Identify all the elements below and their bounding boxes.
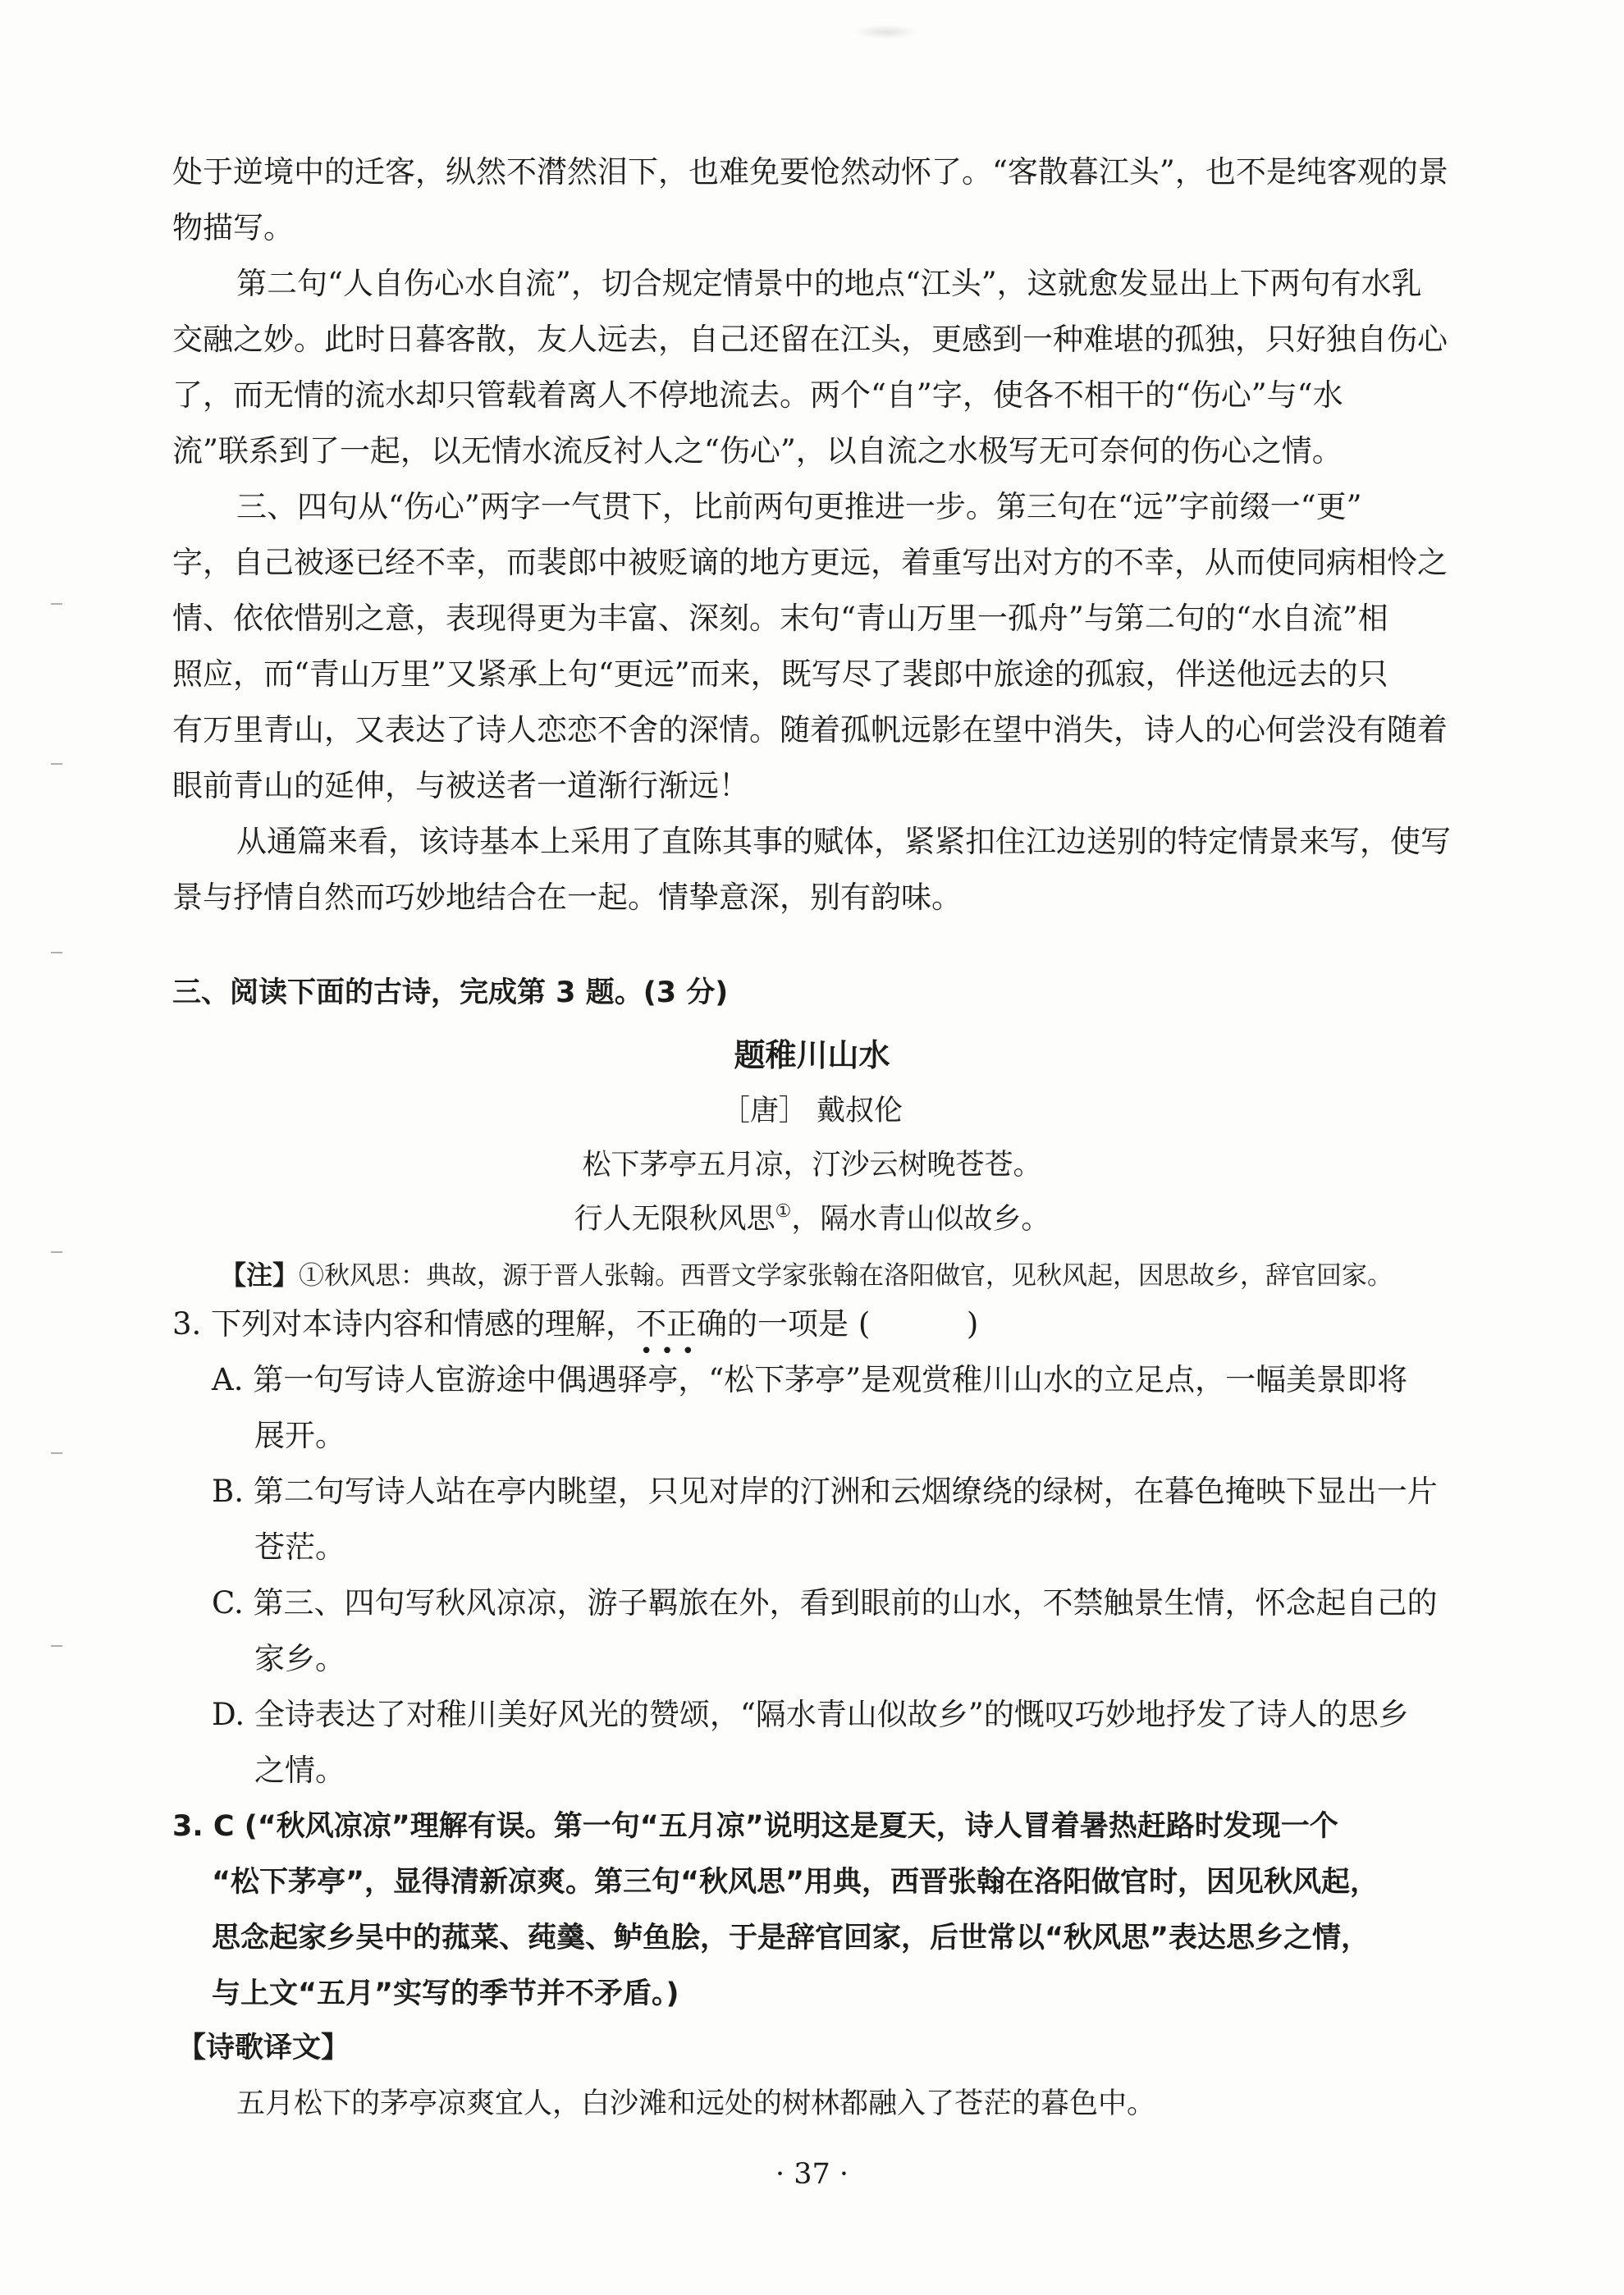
answer-line: 与上文“五月”实写的季节并不矛盾。) bbox=[212, 1977, 679, 2010]
option-d-line2: 之情。 bbox=[254, 1753, 345, 1788]
analysis-line: 眼前青山的延伸，与被送者一道渐行渐远！ bbox=[172, 768, 749, 803]
poem-author: ［唐］ 戴叔伦 bbox=[721, 1095, 903, 1127]
section-heading: 三、阅读下面的古诗，完成第 3 题。(3 分) bbox=[172, 976, 729, 1009]
answer-line: 3. C (“秋风凉凉”理解有误。第一句“五月凉”说明这是夏天，诗人冒着暑热赶路时发现一个 bbox=[172, 1810, 1338, 1843]
margin-tick bbox=[51, 603, 62, 605]
page-number: · 37 · bbox=[775, 2158, 849, 2191]
note-text: ①秋风思：典故，源于晋人张翰。西晋文学家张翰在洛阳做官，见秋风起，因思故乡，辞官回家。 bbox=[299, 1261, 1393, 1291]
note-label: 【注】 bbox=[220, 1260, 300, 1291]
option-c-line1: C. 第三、四句写秋风凉凉，游子羁旅在外，看到眼前的山水，不禁触景生情，怀念起自己的 bbox=[212, 1585, 1438, 1621]
margin-tick bbox=[51, 1251, 62, 1253]
poem-title: 题稚川山水 bbox=[734, 1037, 890, 1073]
analysis-line: 了，而无情的流水却只管载着离人不停地流去。两个“自”字，使各不相干的“伤心”与“水 bbox=[172, 377, 1343, 413]
analysis-line: 物描写。 bbox=[172, 210, 294, 245]
analysis-line: 景与抒情自然而巧妙地结合在一起。情挚意深，别有韵味。 bbox=[172, 880, 962, 915]
answer-line: “松下茅亭”，显得清新凉爽。第三句“秋风思”用典，西晋张翰在洛阳做官时，因见秋风起， bbox=[212, 1866, 1379, 1899]
poem-line-1: 松下茅亭五月凉，汀沙云树晚苍苍。 bbox=[582, 1149, 1042, 1182]
poem-line-2-part-a: 行人无限秋风思 bbox=[574, 1203, 775, 1236]
answer-line: 思念起家乡吴中的菰菜、莼羹、鲈鱼脍，于是辞官回家，后世常以“秋风思”表达思乡之情， bbox=[212, 1922, 1370, 1954]
margin-tick bbox=[51, 1452, 62, 1454]
analysis-line: 有万里青山，又表达了诗人恋恋不舍的深情。随着孤帆远影在望中消失，诗人的心何尝没有随着 bbox=[172, 712, 1448, 747]
option-d-line1: D. 全诗表达了对稚川美好风光的赞颂，“隔水青山似故乡”的慨叹巧妙地抒发了诗人的思乡 bbox=[212, 1697, 1409, 1732]
question-stem: 3. 下列对本诗内容和情感的理解，不正确的一项是 ( ) bbox=[172, 1306, 979, 1342]
footnote-marker: ① bbox=[775, 1201, 792, 1222]
analysis-line: 情、依依惜别之意，表现得更为丰富、深刻。末句“青山万里一孤舟”与第二句的“水自流”相 bbox=[172, 601, 1388, 636]
option-a-line1: A. 第一句写诗人宦游途中偶遇驿亭，“松下茅亭”是观赏稚川山水的立足点，一幅美景即将 bbox=[212, 1362, 1408, 1397]
analysis-line: 三、四句从“伤心”两字一气贯下，比前两句更推进一步。第三句在“远”字前缀一“更” bbox=[236, 489, 1362, 524]
emphasis-dots: ••• bbox=[640, 1339, 703, 1364]
analysis-line: 字，自己被逐已经不幸，而裴郎中被贬谪的地方更远，着重写出对方的不幸，从而使同病相怜之 bbox=[172, 545, 1448, 580]
footnote bbox=[220, 1250, 1574, 1301]
translation-line: 五月松下的茅亭凉爽宜人，白沙滩和远处的树林都融入了苍茫的暮色中。 bbox=[236, 2087, 1156, 2120]
option-b-line1: B. 第二句写诗人站在亭内眺望，只见对岸的汀洲和云烟缭绕的绿树，在暮色掩映下显出一片 bbox=[212, 1474, 1438, 1509]
option-b-line2: 苍茫。 bbox=[254, 1529, 345, 1565]
margin-tick bbox=[51, 1645, 62, 1647]
translation-heading: 【诗歌译文】 bbox=[177, 2032, 350, 2064]
analysis-line: 第二句“人自伤心水自流”，切合规定情景中的地点“江头”，这就愈发显出上下两句有水乳 bbox=[236, 266, 1422, 301]
analysis-line: 处于逆境中的迁客，纵然不潸然泪下，也难免要怆然动怀了。“客散暮江头”，也不是纯客观的景 bbox=[172, 154, 1448, 190]
poem-line-2-part-b: ，隔水青山似故乡。 bbox=[791, 1203, 1050, 1236]
analysis-line: 照应，而“青山万里”又紧承上句“更远”而来，既写尽了裴郎中旅途的孤寂，伴送他远去的只 bbox=[172, 656, 1388, 692]
analysis-line: 交融之妙。此时日暮客散，友人远去，自己还留在江头，更感到一种难堪的孤独，只好独自伤心 bbox=[172, 322, 1448, 357]
poem-line-2 bbox=[0, 1195, 1624, 1244]
margin-tick bbox=[51, 763, 62, 765]
option-c-line2: 家乡。 bbox=[254, 1641, 345, 1676]
scan-smudge bbox=[853, 25, 919, 39]
margin-tick bbox=[51, 952, 62, 953]
analysis-line: 从通篇来看，该诗基本上采用了直陈其事的赋体，紧紧扣住江边送别的特定情景来写，使写 bbox=[236, 824, 1451, 859]
analysis-line: 流”联系到了一起，以无情水流反衬人之“伤心”，以自流之水极写无可奈何的伤心之情。 bbox=[172, 433, 1343, 469]
option-a-line2: 展开。 bbox=[254, 1418, 345, 1453]
